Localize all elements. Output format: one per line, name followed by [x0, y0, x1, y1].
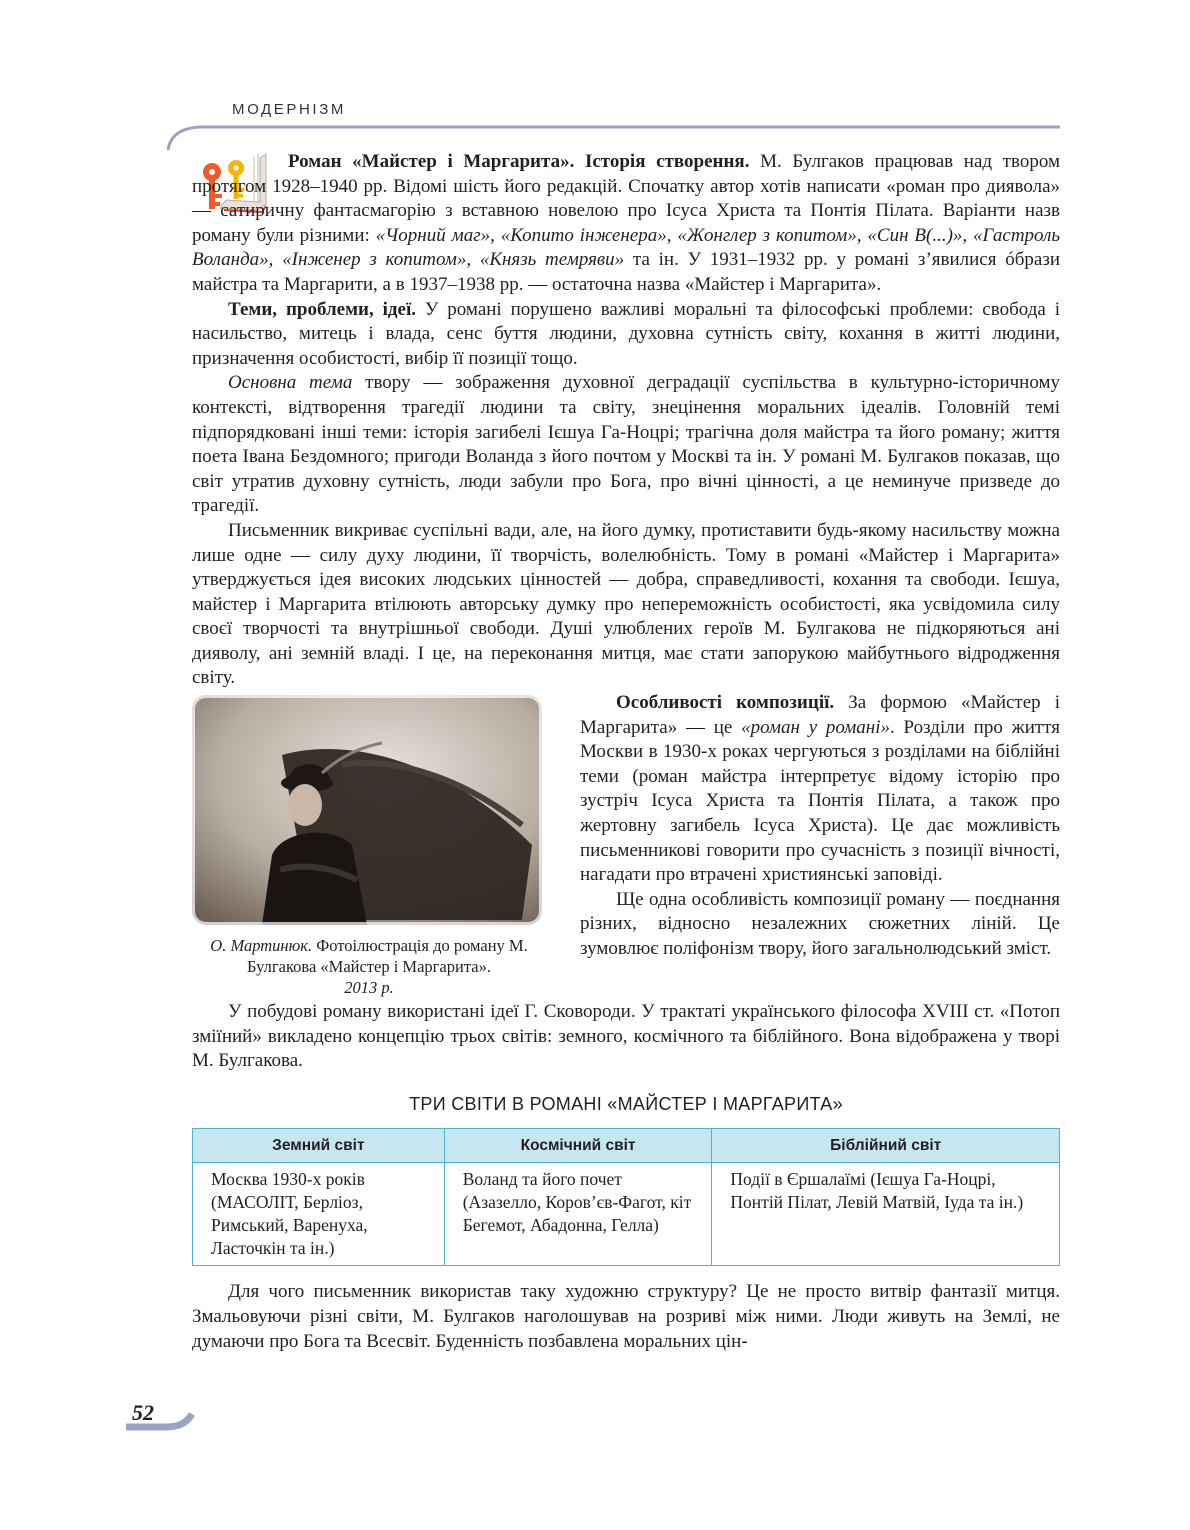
section-heading-history: Роман «Майстер і Маргарита». Історія створення.	[288, 151, 750, 172]
page-content	[192, 150, 1060, 1354]
table-cell: Москва 1930-х років (МАСОЛІТ, Берліоз, Римський, Варенуха, Ласточкін та ін.)	[193, 1163, 445, 1266]
table-cell: Воланд та його почет (Азазелло, Коров’єв-Фагот, кіт Бегемот, Абадонна, Гелла)	[444, 1163, 712, 1266]
figure-caption: О. Мартинюк. Фотоілюстрація до роману М. Булгакова «Майстер і Маргарита». 2013 р.	[210, 936, 528, 998]
three-worlds-table	[192, 1128, 1060, 1266]
paragraph-composition: Особливості композиції. За формою «Майстер і Маргарита» — це «роман у романі». Розділи про життя Москви в 1930-х роках чергуються з розділами на біблійні теми (роман майстра інтерпретує відому історію про зустріч Ісуса Христа та Понтія Пілата, а також про жертовну загибель Ісуса Христа). Це дає можливість письменникові говорити про сучасність з позиції вічності, нагадати про втрачені християнські заповіді.	[580, 692, 1060, 886]
figure	[192, 695, 546, 998]
novel-title-variants: «Чорний маг», «Копито інженера», «Жонглер з копитом», «Син В(...)», «Гастроль Воланда», «Інженер з копитом», «Князь темряви»	[192, 224, 1060, 271]
paragraph-themes: Теми, проблеми, ідеї. У романі порушено важливі моральні та філософські проблеми: свобода і насильство, митець і влада, сенс буття людини, духовна сутність світу, кохання в житті людини, призначення особистості, вибір її позиції тощо.	[192, 298, 1061, 369]
paragraph-main-theme: Основна тема твору — зображення духовної деградації суспільства в культурно-історичному контексті, відтворення трагедії людини та світу, знецінення моральних ідеалів. Головній темі підпорядковані інші теми: історія загибелі Ієшуа Га-Ноцрі; трагічна доля майстра та його роману; життя поета Івана Бездомного; пригоди Воланда з його почтом у Москві та ін. У романі М. Булгаков показав, що світ утратив духовну сутність, люди забули про Бога, про вічні цінності, а це неминуче призведе до трагедії.	[192, 372, 1060, 517]
table-header-row	[193, 1129, 1060, 1163]
section-heading-themes: Теми, проблеми, ідеї.	[228, 298, 416, 320]
running-head: МОДЕРНІЗМ	[232, 101, 346, 118]
section-heading-composition: Особливості композиції.	[616, 692, 835, 714]
table-title: ТРИ СВІТИ В РОМАНІ «МАЙСТЕР І МАРГАРИТА»	[409, 1093, 843, 1114]
page-number: 52	[132, 1400, 154, 1425]
table-header-cell: Біблійний світ	[712, 1129, 1060, 1163]
paragraph-final: Для чого письменник використав таку художню структуру? Це не просто витвір фантазії митця. Змальовуючи різні світи, М. Булгаков наголошував на розриві між ними. Люди живуть на Землі, не думаючи про Бога та Всесвіт. Буденність позбавлена моральних цін-	[192, 1281, 1060, 1352]
novel-in-novel: «роман у романі»	[741, 716, 891, 738]
paragraph-history: Роман «Майстер і Маргарита». Історія створення. М. Булгаков працював над твором протягом 1928–1940 рр. Відомі шість його редакцій. Спочатку автор хотів написати «роман про диявола» — сатиричну фантасмагорію з вставною новелою про Ісуса Христа та Понтія Пілата. Варіанти назв роману були різними: «Чорний маг», «Копито інженера», «Жонглер з копитом», «Син В(...)», «Гастроль Воланда», «Інженер з копитом», «Князь темряви» та ін. У 1931–1932 рр. у романі з’явилися óбрази майстра та Маргарити, а в 1937–1938 рр. — остаточна назва «Майстер і Маргарита».	[192, 151, 1060, 295]
main-theme-label: Основна тема	[228, 372, 353, 394]
table-header-cell: Земний світ	[193, 1129, 445, 1163]
paragraph-writer: Письменник викриває суспільні вади, але, на його думку, протиставити будь-якому насильству можна лише одне — силу духу людини, її творчість, волелюбність. Тому в романі «Майстер і Маргарита» утверджується ідея високих людських цінностей — добра, справедливості, кохання та свободи. Ієшуа, майстер і Маргарита втілюють авторську думку про непереможність особистості, яка усвідомила силу своєї творчості та внутрішньої свободи. Душі улюблених героїв М. Булгакова не підкоряються ані дияволу, ані земній владі. І це, на переконання митця, має стати запорукою майбутнього відродження світу.	[192, 519, 1060, 689]
header-rule	[0, 0, 1190, 160]
paragraph-skovoroda: У побудові роману використані ідеї Г. Сковороди. У трактаті українського філософа XVIII ст. «Потоп зміїний» викладено концепцію трьох світів: земного, космічного та біблійного. Вона відображена у творі М. Булгакова.	[192, 1001, 1060, 1072]
table-header-cell: Космічний світ	[444, 1129, 712, 1163]
paragraph-polyphony: Ще одна особливість композиції роману — поєднання різних, відносно незалежних сюжетних ліній. Це зумовлює поліфонізм твору, його загальнолюдський зміст.	[580, 888, 1060, 959]
caption-author: О. Мартинюк.	[210, 936, 313, 956]
table-row	[193, 1163, 1060, 1266]
table-cell: Події в Єршалаїмі (Ієшуа Га-Ноцрі, Понтій Пілат, Левій Матвій, Іуда та ін.)	[712, 1163, 1060, 1266]
caption-year: 2013 р.	[344, 978, 394, 998]
photo-illustration	[192, 695, 542, 925]
